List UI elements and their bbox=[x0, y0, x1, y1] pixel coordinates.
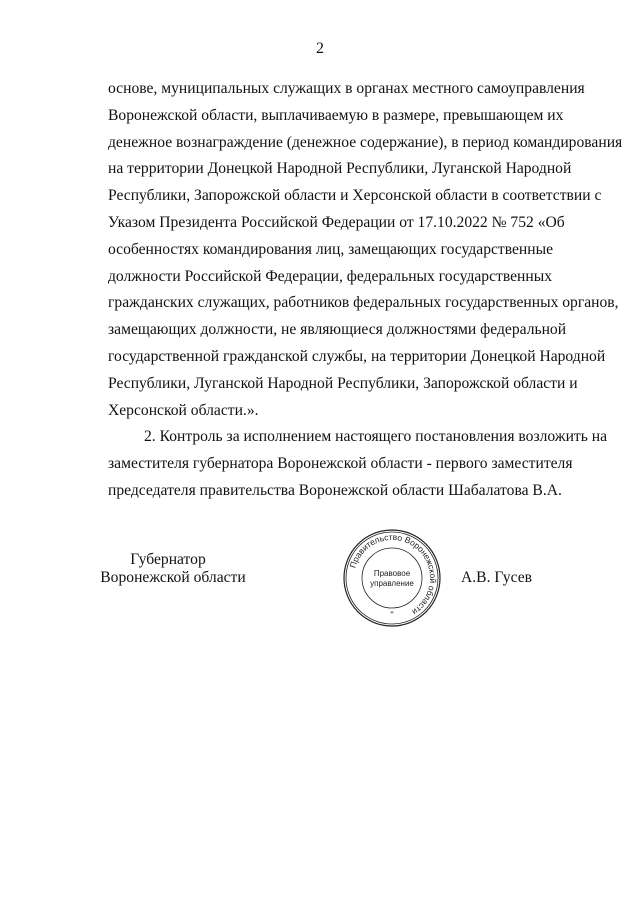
text-line: Указом Президента Российской Федерации от 17.10.2022 № 752 «Об bbox=[108, 213, 565, 231]
text-line: особенностях командирования лиц, замещающих государственные bbox=[108, 240, 554, 258]
official-stamp bbox=[342, 528, 442, 628]
signatory-name: А.В. Гусев bbox=[461, 569, 532, 586]
document-body bbox=[108, 76, 623, 505]
text-line: гражданских служащих, работников федеральных государственных органов, bbox=[108, 294, 619, 312]
text-line: Республики, Луганской Народной Республики, Запорожской области и bbox=[108, 374, 578, 392]
stamp-center-line2: управление bbox=[370, 579, 414, 588]
text-line: 2. Контроль за исполнением настоящего постановления возложить на bbox=[144, 428, 608, 446]
signatory-title bbox=[100, 551, 246, 587]
text-line: основе, муниципальных служащих в органах местного самоуправления bbox=[108, 80, 585, 97]
text-line: Республики, Запорожской области и Херсонской области в соответствии с bbox=[108, 187, 602, 205]
page-number: 2 bbox=[316, 40, 324, 57]
text-line: заместителя губернатора Воронежской области - первого заместителя bbox=[108, 455, 573, 473]
text-line: государственной гражданской службы, на территории Донецкой Народной bbox=[108, 347, 606, 365]
text-line: председателя правительства Воронежской области Шабалатова В.А. bbox=[108, 481, 562, 499]
stamp-star-icon: * bbox=[390, 610, 394, 618]
text-line: Воронежской области, выплачиваемую в размере, превышающем их bbox=[108, 106, 564, 124]
signatory-title-line1: Губернатор bbox=[130, 551, 206, 568]
text-line: должности Российской Федерации, федеральных государственных bbox=[108, 267, 552, 285]
text-line: денежное вознаграждение (денежное содержание), в период командирования bbox=[108, 133, 623, 151]
text-line: на территории Донецкой Народной Республики, Луганской Народной bbox=[108, 160, 572, 178]
stamp-ring-text: Правительство Воронежской области bbox=[347, 531, 439, 618]
stamp-center-line1: Правовое bbox=[373, 569, 411, 578]
text-line: замещающих должности, не являющиеся должностями федеральной bbox=[108, 321, 567, 339]
signatory-title-line2: Воронежской области bbox=[100, 569, 246, 586]
text-line: Херсонской области.». bbox=[108, 401, 259, 419]
